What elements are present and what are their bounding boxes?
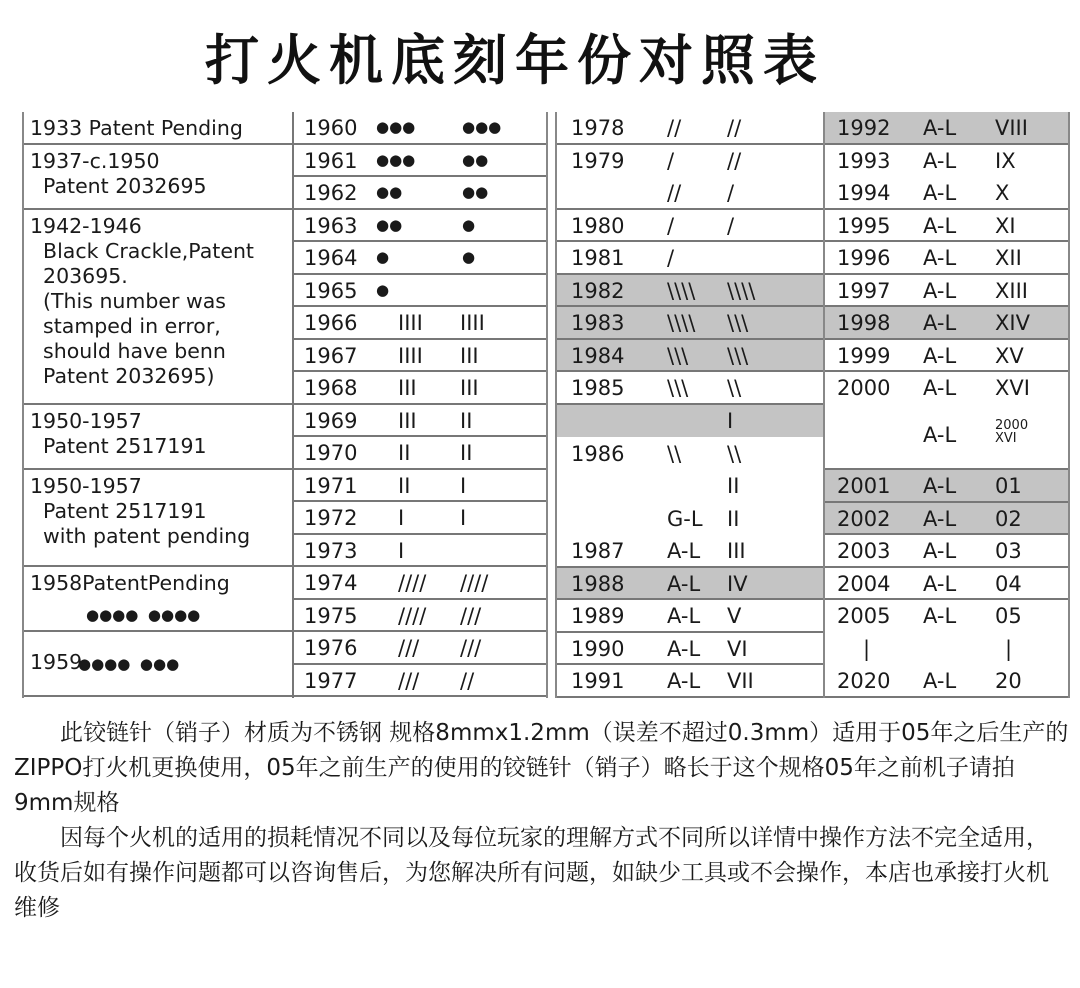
code-mark-a: I <box>398 506 405 530</box>
table-row <box>557 145 825 178</box>
code-mark-a: // <box>667 116 682 140</box>
code-mark-b: ●● <box>462 150 489 169</box>
code-mark-a: A-L <box>923 604 957 629</box>
code-mark-a: A-L <box>923 116 957 140</box>
table-row <box>292 372 546 405</box>
stacked-year-top: 2000 <box>995 417 1029 433</box>
code-mark-a: // <box>667 181 682 206</box>
code-mark-a: A-L <box>667 669 701 694</box>
code-mark-a: A-L <box>923 278 957 303</box>
stacked-year-bottom: XVI <box>995 430 1017 446</box>
table-row <box>557 438 825 471</box>
table-row <box>557 275 825 308</box>
year-label: 1962 <box>304 181 358 205</box>
year-label: 1979 <box>571 148 625 173</box>
code-mark-a: A-L <box>923 571 957 596</box>
code-mark-b: I <box>460 473 467 498</box>
table-row <box>825 503 1068 536</box>
table-row <box>292 502 546 535</box>
table-row <box>557 210 825 243</box>
year-label: 1982 <box>571 278 625 303</box>
year-label: 1966 <box>304 311 358 335</box>
year-label: 1996 <box>837 246 891 271</box>
table-row <box>825 242 1068 275</box>
code-mark-a: A-L <box>923 669 957 694</box>
year-label: 1981 <box>571 246 625 271</box>
patent-cell <box>24 567 292 632</box>
table-row <box>825 535 1068 568</box>
table-row <box>292 600 546 633</box>
table-row <box>557 470 825 503</box>
year-label: 1988 <box>571 571 625 596</box>
code-mark-b: 01 <box>995 474 1022 499</box>
code-mark-a: IIII <box>398 311 423 335</box>
code-mark-a: \\\ <box>667 376 689 401</box>
code-mark-a: III <box>398 408 417 433</box>
code-mark-a: ●● <box>376 183 403 201</box>
year-label: 1998 <box>837 311 891 336</box>
table-row <box>557 372 825 405</box>
patent-cell <box>24 470 292 568</box>
right-table <box>823 112 1070 698</box>
year-label: 1965 <box>304 278 358 303</box>
middle-table <box>555 112 825 698</box>
code-mark-a: ●● <box>376 215 403 234</box>
patent-dots: ●●●● ●●●● <box>86 606 201 624</box>
code-mark-b: //// <box>460 571 489 595</box>
code-mark-b: XV <box>995 343 1024 368</box>
patent-text: 1950-1957 Patent 2517191 with patent pending <box>30 473 251 548</box>
code-mark-a: / <box>667 246 675 271</box>
code-mark-b: /// <box>460 603 482 628</box>
table-row <box>825 307 1068 340</box>
year-label: 1976 <box>304 636 358 660</box>
table-row <box>292 470 546 503</box>
table-row <box>292 405 546 438</box>
patent-text: 1959 <box>30 650 83 674</box>
table-row <box>292 567 546 600</box>
code-mark-a: A-L <box>923 181 957 206</box>
code-mark-a: ● <box>376 280 390 299</box>
code-mark-b: \\ <box>727 441 742 466</box>
year-label: 1977 <box>304 668 358 693</box>
code-mark-a: A-L <box>667 636 701 661</box>
table-row <box>557 600 825 633</box>
code-mark-b: I <box>460 506 467 530</box>
year-label: 2005 <box>837 604 891 629</box>
page-title: 打火机底刻年份对照表 <box>205 28 825 92</box>
table-row <box>825 470 1068 503</box>
year-label: 1980 <box>571 213 625 238</box>
code-mark-b: XI <box>995 213 1016 238</box>
code-mark-a: A-L <box>667 539 701 564</box>
year-label: 2004 <box>837 571 891 596</box>
year-label: 1987 <box>571 539 625 564</box>
table-row <box>557 307 825 340</box>
code-mark-a: A-L <box>923 474 957 499</box>
code-mark-b: VI <box>727 636 748 661</box>
patent-cell <box>24 632 292 697</box>
code-mark-b: \\\\ <box>727 278 756 303</box>
table-row <box>825 633 1068 666</box>
code-mark-a: A-L <box>923 422 957 447</box>
year-label: 1974 <box>304 571 358 595</box>
code-mark-b: 02 <box>995 506 1022 531</box>
table-row <box>825 665 1068 698</box>
year-label: 2001 <box>837 474 891 499</box>
year-label: 1963 <box>304 213 358 238</box>
year-label: 1975 <box>304 603 358 628</box>
code-mark-a: / <box>667 148 675 173</box>
year-label: 1994 <box>837 181 891 206</box>
note-paragraph-2: 因每个火机的适用的损耗情况不同以及每位玩家的理解方式不同所以详情中操作方法不完全适用，收货后如有操作问题都可以咨询售后，为您解决所有问题，如缺少工具或不会操作，本店也承接打火机维修 <box>14 825 1049 921</box>
year-label: 1984 <box>571 343 625 368</box>
year-label: 1971 <box>304 473 358 498</box>
code-mark-a: ●●● <box>376 150 416 169</box>
code-mark-b: // <box>727 116 742 140</box>
year-label: 1961 <box>304 148 358 173</box>
code-mark-b: 03 <box>995 539 1022 564</box>
table-row <box>825 340 1068 373</box>
code-mark-b: XII <box>995 246 1022 271</box>
patent-text: 1933 Patent Pending <box>30 116 243 140</box>
code-mark-b: | <box>1005 636 1013 661</box>
code-mark-b: IX <box>995 148 1016 173</box>
year-label: 1992 <box>837 116 891 140</box>
table-row <box>825 210 1068 243</box>
year-label: 1978 <box>571 116 625 140</box>
code-mark-b: ●●● <box>462 118 502 136</box>
code-mark-b: 05 <box>995 604 1022 629</box>
patent-text: 1950-1957 Patent 2517191 <box>30 408 207 458</box>
year-label: 1989 <box>571 604 625 629</box>
year-label: 1969 <box>304 408 358 433</box>
code-mark-b: II <box>727 474 740 499</box>
year-label: 1993 <box>837 148 891 173</box>
patent-dots: ●●●● ●●● <box>78 655 180 673</box>
year-label: 1983 <box>571 311 625 336</box>
code-mark-a: IIII <box>398 343 423 368</box>
code-mark-b: 20 <box>995 669 1022 694</box>
table-row <box>557 568 825 601</box>
year-label: 1972 <box>304 506 358 530</box>
code-mark-b: II <box>460 441 473 465</box>
year-label: 1985 <box>571 376 625 401</box>
code-mark-b: X <box>995 181 1010 206</box>
year-label: 1970 <box>304 441 358 465</box>
table-row <box>825 112 1068 145</box>
code-mark-a: A-L <box>923 506 957 531</box>
code-mark-a: /// <box>398 668 420 693</box>
code-mark-b: XVI <box>995 376 1030 401</box>
code-mark-a: / <box>667 213 675 238</box>
table-row <box>557 177 825 210</box>
code-mark-b: XIII <box>995 278 1028 303</box>
code-mark-a: A-L <box>923 539 957 564</box>
table-row <box>292 632 546 665</box>
code-mark-a: //// <box>398 571 427 595</box>
code-mark-a: II <box>398 441 411 465</box>
year-label: 1997 <box>837 278 891 303</box>
year-label: 1960 <box>304 116 358 140</box>
code-mark-b: 04 <box>995 571 1022 596</box>
table-row <box>292 535 546 568</box>
code-mark-b: II <box>727 506 740 531</box>
table-row <box>557 242 825 275</box>
code-mark-b: VII <box>727 669 754 694</box>
patent-text: 1942-1946 Black Crackle,Patent 203695. (This number was stamped in error, should have benn Patent 2032695) <box>30 213 254 388</box>
table-row <box>557 340 825 373</box>
table-row <box>825 372 1068 405</box>
table-row <box>292 275 546 308</box>
year-label: 2003 <box>837 539 891 564</box>
left-table <box>22 112 548 698</box>
table-row <box>557 503 825 536</box>
table-row <box>292 112 546 145</box>
table-row <box>825 405 1068 470</box>
code-mark-b: ● <box>462 215 476 234</box>
code-mark-b: /// <box>460 636 482 660</box>
patent-cell <box>24 112 292 145</box>
code-mark-a: A-L <box>923 343 957 368</box>
code-mark-b: // <box>727 148 742 173</box>
code-mark-b: IIII <box>460 311 485 335</box>
code-mark-b: III <box>460 343 479 368</box>
code-mark-b: V <box>727 604 742 629</box>
table-row <box>292 437 546 470</box>
code-mark-a: A-L <box>923 376 957 401</box>
table-row <box>292 145 546 178</box>
code-mark-a: II <box>398 473 411 498</box>
patent-cell <box>24 210 292 405</box>
year-label: 1973 <box>304 538 358 563</box>
table-row <box>825 275 1068 308</box>
table-row <box>292 242 546 275</box>
code-mark-b: ●● <box>462 183 489 201</box>
code-mark-a: \\\\ <box>667 278 696 303</box>
year-label: 1991 <box>571 669 625 694</box>
year-label: 1995 <box>837 213 891 238</box>
year-label: 1999 <box>837 343 891 368</box>
year-label: 1986 <box>571 441 625 466</box>
code-mark-a: A-L <box>923 311 957 336</box>
year-label: | <box>863 636 871 661</box>
code-mark-b: ● <box>462 248 476 266</box>
code-mark-a: III <box>398 376 417 400</box>
table-row <box>292 340 546 373</box>
year-label: 2000 <box>837 376 891 401</box>
table-row <box>825 177 1068 210</box>
code-mark-a: A-L <box>667 571 701 596</box>
code-mark-a: A-L <box>923 213 957 238</box>
code-mark-b: // <box>460 668 475 693</box>
code-mark-a: \\ <box>667 441 682 466</box>
code-mark-a: ● <box>376 248 390 266</box>
code-mark-a: \\\ <box>667 343 689 368</box>
code-mark-b: III <box>727 539 746 564</box>
year-label: 1967 <box>304 343 358 368</box>
code-mark-a: //// <box>398 603 427 628</box>
code-mark-b: \\\ <box>727 311 749 336</box>
table-row <box>825 145 1068 178</box>
year-label: 2020 <box>837 669 891 694</box>
code-mark-b: / <box>727 213 735 238</box>
table-row <box>825 568 1068 601</box>
code-mark-b: III <box>460 376 479 400</box>
code-mark-a: A-L <box>923 246 957 271</box>
table-row <box>557 633 825 666</box>
code-mark-a: A-L <box>667 604 701 629</box>
code-mark-b: II <box>460 408 473 433</box>
code-mark-a: \\\\ <box>667 311 696 336</box>
table-row <box>292 307 546 340</box>
table-row <box>825 600 1068 633</box>
code-mark-a: /// <box>398 636 420 660</box>
year-label: 1968 <box>304 376 358 400</box>
year-label: 1964 <box>304 246 358 270</box>
patent-text: 1937-c.1950 Patent 2032695 <box>30 148 207 198</box>
code-mark-a: G-L <box>667 506 703 531</box>
code-mark-a: ●●● <box>376 118 416 136</box>
code-mark-a: A-L <box>923 148 957 173</box>
year-label: 1990 <box>571 636 625 661</box>
note-paragraph-1: 此铰链针（销子）材质为不锈钢 规格8mmx1.2mm（误差不超过0.3mm）适用于05年之后生产的ZIPPO打火机更换使用，05年之前生产的使用的铰链针（销子）略长于这个规格05年之前机子请拍9mm规格 <box>14 720 1069 816</box>
code-mark-b: I <box>727 408 734 433</box>
table-row <box>557 405 825 438</box>
code-mark-b: / <box>727 181 735 206</box>
patent-cell <box>24 145 292 210</box>
code-mark-b: VIII <box>995 116 1028 140</box>
code-mark-b: \\ <box>727 376 742 401</box>
code-mark-a: I <box>398 538 405 563</box>
patent-cell <box>24 405 292 470</box>
table-row <box>557 665 825 698</box>
code-mark-b: \\\ <box>727 343 749 368</box>
code-mark-b: IV <box>727 571 748 596</box>
table-row <box>557 535 825 568</box>
patent-text: 1958PatentPending <box>30 571 230 595</box>
table-row <box>557 112 825 145</box>
code-mark-b: XIV <box>995 311 1030 336</box>
year-label: 2002 <box>837 506 891 531</box>
table-row <box>292 177 546 210</box>
table-row <box>292 210 546 243</box>
table-row <box>292 665 546 698</box>
